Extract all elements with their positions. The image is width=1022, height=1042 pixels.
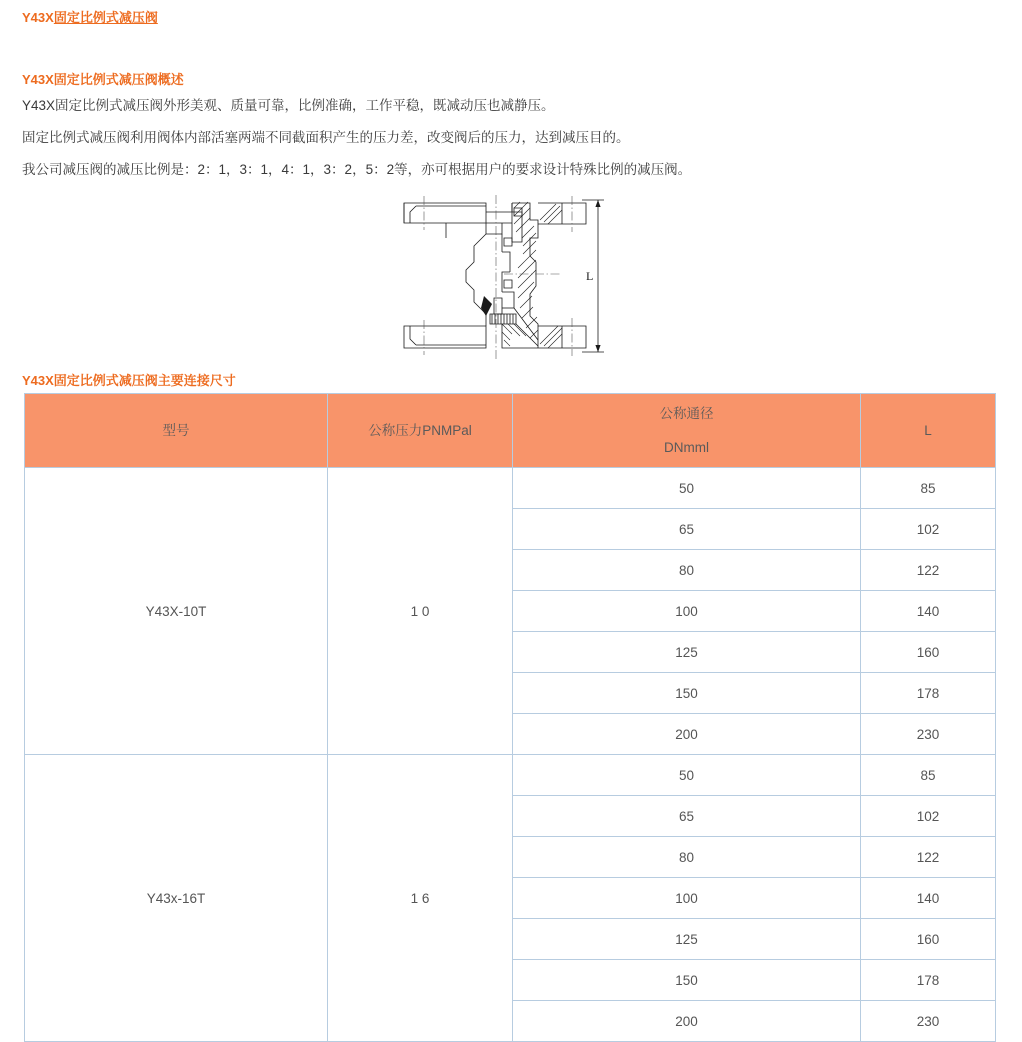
cell-l: 85 <box>861 468 996 509</box>
cell-model: Y43X-10T <box>25 468 328 755</box>
cell-dn: 50 <box>513 755 861 796</box>
cell-l: 160 <box>861 919 996 960</box>
cell-model: Y43x-16T <box>25 755 328 1042</box>
cell-l: 85 <box>861 755 996 796</box>
cell-l: 140 <box>861 591 996 632</box>
table-row <box>25 468 996 509</box>
cell-dn: 100 <box>513 878 861 919</box>
overview-heading: Y43X固定比例式减压阀概述 <box>22 72 184 87</box>
overview-paragraph-2: 固定比例式减压阀利用阀体内部活塞两端不同截面积产生的压力差，改变阀后的压力，达到减压目的。 <box>22 130 630 145</box>
page-title-prefix: Y43X <box>22 10 54 25</box>
cell-l: 230 <box>861 1001 996 1042</box>
table-row <box>25 755 996 796</box>
page-title <box>22 7 158 26</box>
cell-dn: 125 <box>513 919 861 960</box>
cell-l: 102 <box>861 796 996 837</box>
cell-dn: 200 <box>513 1001 861 1042</box>
overview-paragraph-1: Y43X固定比例式减压阀外形美观、质量可靠，比例准确，工作平稳，既减动压也减静压。 <box>22 98 555 113</box>
table-body <box>25 468 996 1042</box>
cell-l: 140 <box>861 878 996 919</box>
cell-dn: 125 <box>513 632 861 673</box>
valve-cross-section-drawing <box>386 190 626 365</box>
cell-l: 160 <box>861 632 996 673</box>
cell-dn: 150 <box>513 960 861 1001</box>
header-model: 型号 <box>25 394 328 468</box>
cell-dn: 65 <box>513 796 861 837</box>
cell-pressure: 1 0 <box>328 468 513 755</box>
page-title-link[interactable]: 固定比例式减压阀 <box>53 10 158 25</box>
header-length: L <box>861 394 996 468</box>
cell-dn: 50 <box>513 468 861 509</box>
cell-dn: 80 <box>513 837 861 878</box>
cell-dn: 80 <box>513 550 861 591</box>
cell-dn: 100 <box>513 591 861 632</box>
cell-dn: 65 <box>513 509 861 550</box>
dimensions-table <box>24 393 996 1042</box>
cell-dn: 150 <box>513 673 861 714</box>
dimension-label-l: L <box>586 269 594 283</box>
cell-l: 102 <box>861 509 996 550</box>
cell-l: 178 <box>861 673 996 714</box>
header-dn-line2: DNmml <box>664 439 709 455</box>
header-pressure: 公称压力PNMPal <box>328 394 513 468</box>
table-header-row <box>25 394 996 468</box>
cell-dn: 200 <box>513 714 861 755</box>
dimensions-heading: Y43X固定比例式减压阀主要连接尺寸 <box>22 373 236 388</box>
cell-l: 122 <box>861 550 996 591</box>
cell-pressure: 1 6 <box>328 755 513 1042</box>
header-dn-line1: 公称通径 <box>659 405 714 421</box>
overview-paragraph-3: 我公司减压阀的减压比例是：2：1，3：1，4：1，3：2，5：2等，亦可根据用户的要求设计特殊比例的减压阀。 <box>22 162 692 177</box>
cell-l: 230 <box>861 714 996 755</box>
cell-l: 178 <box>861 960 996 1001</box>
cell-l: 122 <box>861 837 996 878</box>
header-nominal-diameter <box>513 394 861 468</box>
